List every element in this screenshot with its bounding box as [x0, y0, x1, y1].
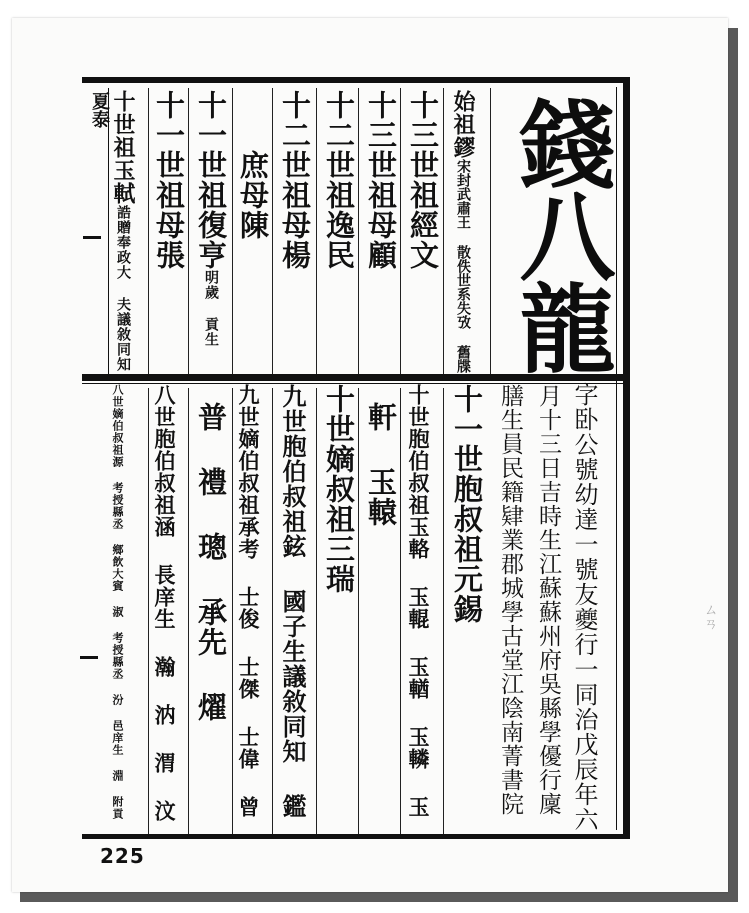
rule	[316, 88, 317, 374]
rule	[490, 88, 491, 374]
title: 錢八龍	[504, 95, 616, 371]
top-col-1	[452, 90, 474, 373]
left-edge-line	[108, 88, 109, 374]
fold-mark	[80, 656, 98, 659]
top-col-7	[194, 90, 228, 347]
top-col-9-main: 十世祖玉軾	[110, 90, 136, 205]
side-label: 夏泰	[89, 92, 110, 128]
rule	[358, 388, 359, 834]
rule	[358, 88, 359, 374]
bottom-col-10: 普 禮 璁 承先 燿	[194, 402, 228, 722]
rule	[443, 88, 444, 374]
top-col-3: 十三世祖母顧	[364, 90, 398, 270]
bottom-col-5: 十世胞伯叔祖玉輅 玉輥 玉輶 玉轔 玉	[406, 384, 431, 818]
top-col-7-main: 十一世祖復亨	[194, 90, 228, 270]
rule	[316, 388, 317, 834]
bottom-col-1: 字卧公號幼達一號友夔行一同治戊辰年六	[570, 382, 598, 832]
page-number: 225	[100, 844, 145, 868]
bottom-col-9: 九世嫡伯叔祖承考 士俊 士傑 士偉 曾	[236, 384, 261, 818]
bottom-col-8: 九世胞伯叔祖鉉 國子生議敘同知 鑑	[278, 384, 307, 819]
rule	[232, 388, 233, 834]
bottom-col-6: 軒 玉轅	[364, 402, 398, 527]
bottom-col-11: 八世胞伯叔祖涵 長庠生 瀚 汭 渭 汶	[152, 384, 177, 822]
top-col-4: 十二世祖逸民	[322, 90, 356, 270]
rule	[232, 88, 233, 374]
top-col-8: 十一世祖母張	[152, 90, 186, 270]
top-col-9-note: 誥贈奉政大 夫議敘同知	[115, 205, 131, 372]
top-col-7-note: 明歲 貢生	[203, 270, 219, 347]
rule	[443, 388, 444, 834]
bottom-col-3: 膳生員民籍肄業郡城學古堂江陰南菁書院	[497, 384, 523, 816]
top-col-1-main: 始祖鏐	[450, 90, 476, 159]
top-col-5: 十二世祖母楊	[278, 90, 312, 270]
rule	[400, 88, 401, 374]
rule	[148, 88, 149, 374]
top-col-2: 十三世祖經文	[406, 90, 440, 270]
margin-mark: ㄙㄢ	[702, 602, 718, 630]
rule	[272, 388, 273, 834]
bottom-col-12: 八世嫡伯叔祖源 考授縣丞 鄉飲大賓 淑 考授縣丞 汾 邑庠生 淵 附貢	[111, 384, 124, 820]
rule	[188, 388, 189, 834]
rule	[188, 88, 189, 374]
bottom-col-2: 月十三日吉時生江蘇蘇州府吳縣學優行廩	[535, 384, 561, 816]
top-col-6: 庶母陳	[236, 150, 270, 240]
bottom-col-4: 十一世胞叔祖元錫	[450, 384, 484, 624]
rule	[148, 388, 149, 834]
rule	[400, 388, 401, 834]
top-col-1-note: 宋封武肅王 散佚世系失攷 舊牒	[455, 159, 471, 373]
top-col-9	[112, 90, 134, 372]
edge-mark	[83, 236, 101, 239]
panel-divider	[82, 374, 630, 381]
bottom-col-7: 十世嫡叔祖三瑞	[322, 384, 356, 594]
rule	[272, 88, 273, 374]
